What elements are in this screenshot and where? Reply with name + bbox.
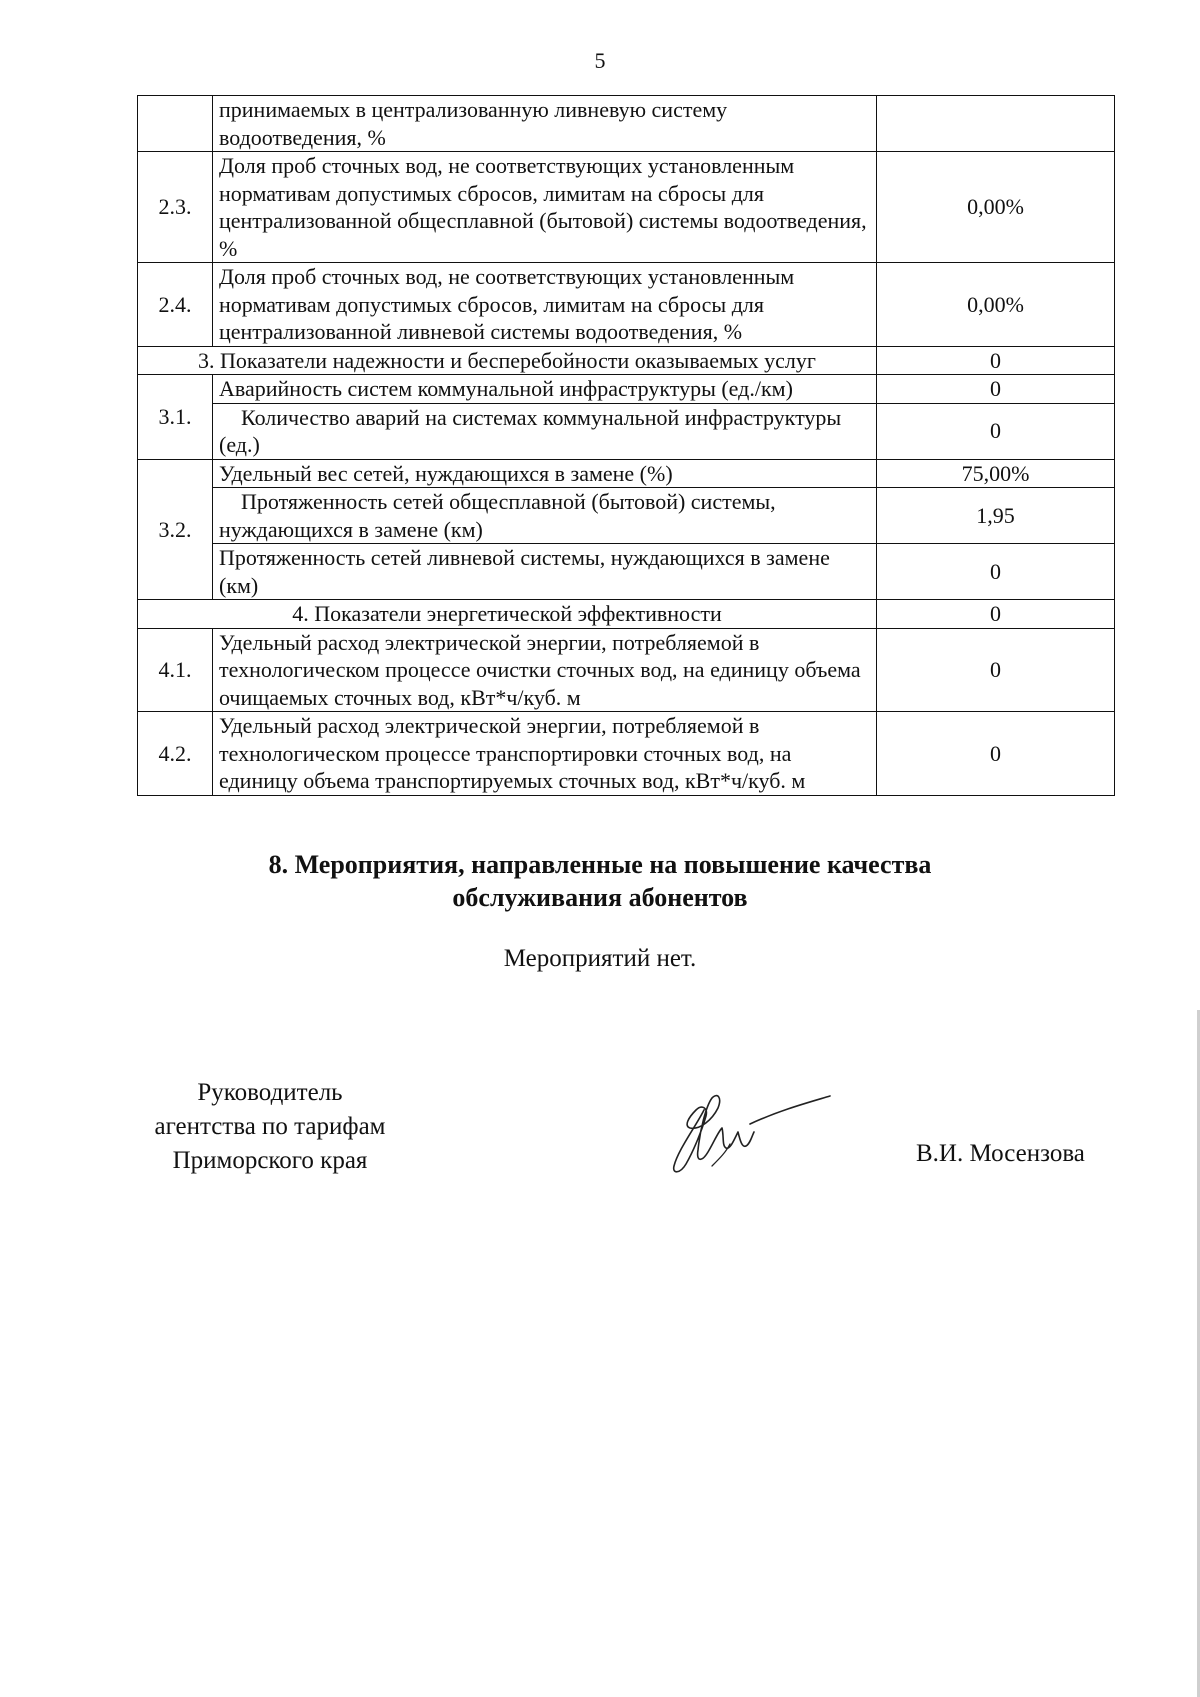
table-row <box>138 403 1115 459</box>
row-value: 75,00% <box>877 459 1115 488</box>
row-description: Удельный расход электрической энергии, потребляемой в технологическом процессе транспортировки сточных вод, на единицу объема транспортируемых сточных вод, кВт*ч/куб. м <box>213 712 877 796</box>
table-row <box>138 375 1115 404</box>
table-row <box>138 152 1115 263</box>
row-description: Доля проб сточных вод, не соответствующих установленным нормативам допустимых сбросов, лимитам на сбросы для централизованной общесплавной (бытовой) системы водоотведения, % <box>213 152 877 263</box>
row-value: 1,95 <box>877 488 1115 544</box>
signer-position <box>120 1076 420 1178</box>
section-title: 3. Показатели надежности и бесперебойности оказываемых услуг <box>138 346 877 375</box>
table-row <box>138 459 1115 488</box>
handwritten-signature <box>660 1070 840 1180</box>
row-description: Доля проб сточных вод, не соответствующих установленным нормативам допустимых сбросов, лимитам на сбросы для централизованной ливневой системы водоотведения, % <box>213 263 877 347</box>
section-value: 0 <box>877 346 1115 375</box>
section-8-heading <box>0 848 1200 914</box>
table-row <box>138 96 1115 152</box>
table-row <box>138 263 1115 347</box>
table-row <box>138 488 1115 544</box>
row-number: 2.4. <box>138 263 213 347</box>
indicators-table <box>137 95 1115 796</box>
row-number: 4.1. <box>138 628 213 712</box>
row-description: Протяженность сетей общесплавной (бытовой) системы, нуждающихся в замене (км) <box>213 488 877 544</box>
signer-position-line-1: Руководитель <box>197 1079 343 1106</box>
indicators-table-body <box>138 96 1115 796</box>
row-value: 0 <box>877 375 1115 404</box>
row-number <box>138 96 213 152</box>
section-8-title-line-2: обслуживания абонентов <box>452 883 748 912</box>
signer-position-line-2: агентства по тарифам <box>154 1113 386 1140</box>
table-row <box>138 544 1115 600</box>
section-title: 4. Показатели энергетической эффективности <box>138 600 877 629</box>
page-number: 5 <box>594 48 606 73</box>
section-8-title-line-1: 8. Мероприятия, направленные на повышение качества <box>268 850 932 879</box>
row-value <box>877 96 1115 152</box>
row-number: 2.3. <box>138 152 213 263</box>
row-value: 0 <box>877 544 1115 600</box>
row-value: 0,00% <box>877 152 1115 263</box>
table-row <box>138 628 1115 712</box>
measures-text: Мероприятий нет. <box>503 945 697 972</box>
row-number: 3.1. <box>138 375 213 460</box>
row-description: Удельный вес сетей, нуждающихся в замене (%) <box>213 459 877 488</box>
row-number: 4.2. <box>138 712 213 796</box>
row-number: 3.2. <box>138 459 213 600</box>
section-row <box>138 600 1115 629</box>
row-value: 0 <box>877 628 1115 712</box>
section-row <box>138 346 1115 375</box>
row-value: 0,00% <box>877 263 1115 347</box>
signer-name: В.И. Мосензова <box>916 1140 1085 1167</box>
row-value: 0 <box>877 712 1115 796</box>
section-value: 0 <box>877 600 1115 629</box>
row-description: Удельный расход электрической энергии, потребляемой в технологическом процессе очистки сточных вод, на единицу объема очищаемых сточных вод, кВт*ч/куб. м <box>213 628 877 712</box>
row-description: Аварийность систем коммунальной инфраструктуры (ед./км) <box>213 375 877 404</box>
row-description: принимаемых в централизованную ливневую систему водоотведения, % <box>213 96 877 152</box>
row-value: 0 <box>877 403 1115 459</box>
row-description: Протяженность сетей ливневой системы, нуждающихся в замене (км) <box>213 544 877 600</box>
table-row <box>138 712 1115 796</box>
row-description: Количество аварий на системах коммунальной инфраструктуры (ед.) <box>213 403 877 459</box>
signer-position-line-3: Приморского края <box>172 1147 368 1174</box>
